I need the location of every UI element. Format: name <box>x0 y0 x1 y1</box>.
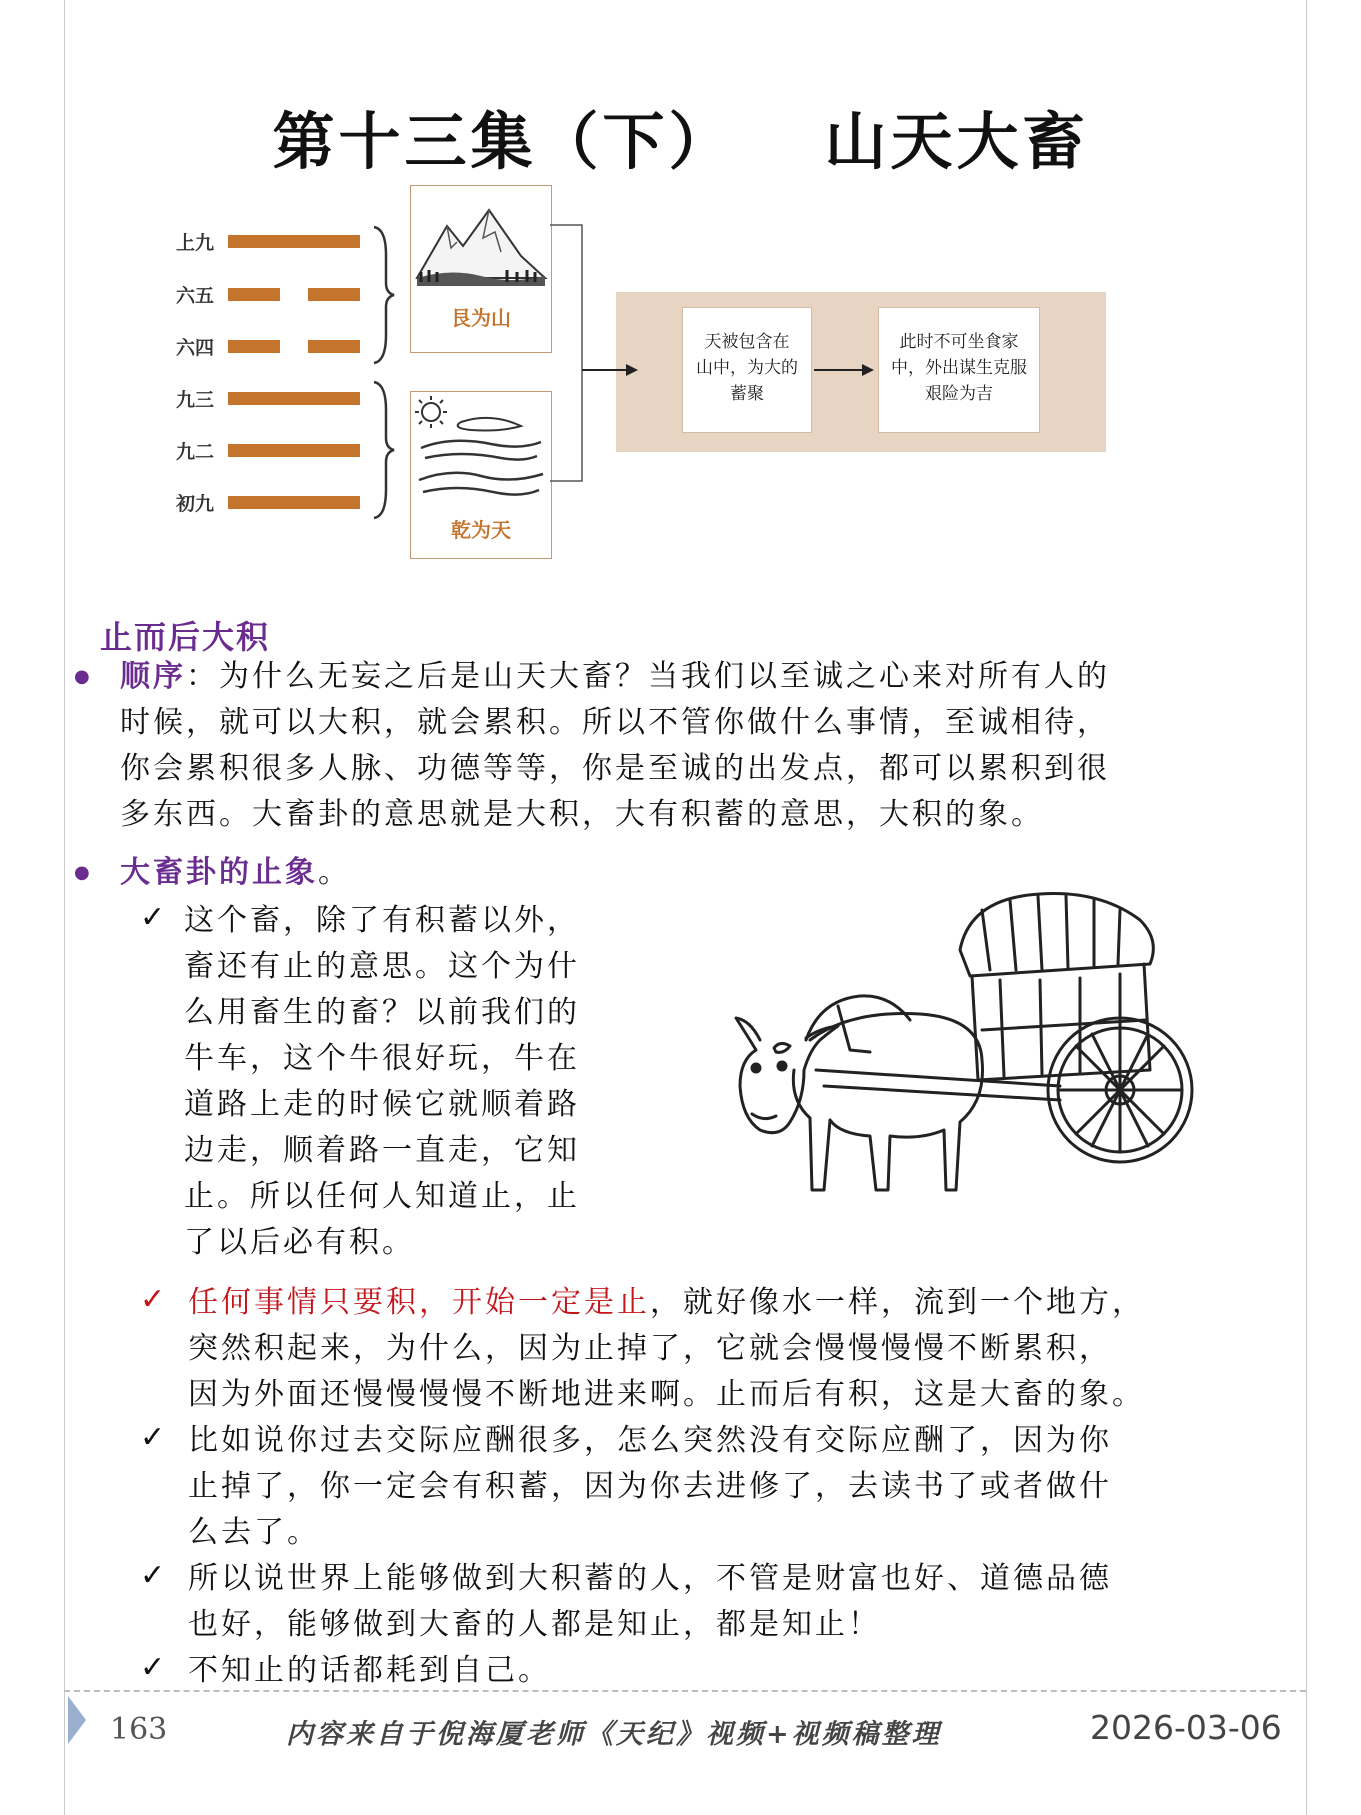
box2-text <box>879 308 1039 407</box>
stop-image-heading <box>120 850 351 896</box>
c4-line-2: 也好，能够做到大畜的人都是知止，都是知止！ <box>188 1607 881 1642</box>
c1-line-1: 这个畜，除了有积蓄以外， <box>184 903 580 938</box>
sequence-line-3: 你会累积很多人脉、功德等等，你是至诚的出发点，都可以累积到很 <box>120 751 1110 786</box>
lower-trigram-caption: 乾为天 <box>451 518 511 542</box>
box2-line-1: 此时不可坐食家 <box>899 332 1019 352</box>
c1-line-8: 了以后必有积。 <box>184 1225 415 1260</box>
ox-cart-illustration <box>720 890 1210 1260</box>
upper-trigram-caption: 艮为山 <box>451 306 511 330</box>
bullet-dot-2: ● <box>74 862 90 883</box>
yang-line-1 <box>228 235 360 248</box>
box2-line-2: 中，外出谋生克服 <box>891 358 1027 378</box>
page-title <box>0 92 1361 181</box>
c1-line-3: 么用畜生的畜？以前我们的 <box>184 995 580 1030</box>
box1-line-2: 山中，为大的 <box>696 358 798 378</box>
check-paragraph-5 <box>188 1648 1298 1694</box>
check-icon-3: ✓ <box>140 1420 166 1455</box>
yang-line-4 <box>228 392 360 405</box>
c1-line-4: 牛车，这个牛很好玩，牛在 <box>184 1041 580 1076</box>
c2-line-2: 突然积起来，为什么，因为止掉了，它就会慢慢慢慢不断累积， <box>188 1331 1112 1366</box>
c1-line-6: 边走，顺着路一直走，它知 <box>184 1133 580 1168</box>
yin-line-2b <box>308 288 360 301</box>
check-paragraph-2 <box>188 1280 1308 1418</box>
c3-line-3: 么去了。 <box>188 1515 320 1550</box>
line-label-3: 六四 <box>176 337 215 359</box>
sequence-line-1: ：为什么无妄之后是山天大畜？当我们以至诚之心来对所有人的 <box>186 659 1110 694</box>
line-label-4: 九三 <box>176 389 215 411</box>
yang-line-6 <box>228 496 360 509</box>
c1-line-7: 止。所以任何人知道止，止 <box>184 1179 580 1214</box>
c1-line-5: 道路上走的时候它就顺着路 <box>184 1087 580 1122</box>
c5-line-1: 不知止的话都耗到自己。 <box>188 1653 551 1688</box>
source-note: 内容来自于倪海厦老师《天纪》视频+视频稿整理 <box>286 1719 942 1750</box>
check-icon-2: ✓ <box>140 1282 166 1317</box>
hexagram-diagram <box>160 185 1120 560</box>
c4-line-1: 所以说世界上能够做到大积蓄的人，不管是财富也好、道德品德 <box>188 1561 1112 1596</box>
box1-text <box>683 308 811 407</box>
sequence-keyword: 顺序 <box>120 659 186 694</box>
footer-divider <box>64 1690 1306 1692</box>
check-icon-1: ✓ <box>140 900 166 935</box>
check-paragraph-4 <box>188 1556 1298 1648</box>
c3-line-1: 比如说你过去交际应酬很多，怎么突然没有交际应酬了，因为你 <box>188 1423 1112 1458</box>
box2-line-3: 艰险为吉 <box>925 384 993 404</box>
page-border-right <box>1306 0 1307 1815</box>
line-label-2: 六五 <box>176 285 215 307</box>
yin-line-2a <box>228 288 280 301</box>
box1-line-3: 蓄聚 <box>730 384 764 404</box>
sequence-line-4: 多东西。大畜卦的意思就是大积，大有积蓄的意思，大积的象。 <box>120 797 1044 832</box>
line-label-1: 上九 <box>176 232 215 254</box>
stop-image-keyword: 大畜卦的止象 <box>120 855 318 890</box>
mountain-icon <box>411 186 551 296</box>
page-number: 163 <box>110 1712 168 1747</box>
sequence-paragraph <box>120 654 1300 838</box>
section-heading: 止而后大积 <box>100 618 271 656</box>
yin-line-3b <box>308 340 360 353</box>
check-icon-5: ✓ <box>140 1650 166 1685</box>
arrow-icon-1 <box>580 360 640 380</box>
c2-highlight: 任何事情只要积，开始一定是止 <box>188 1285 650 1320</box>
c3-line-2: 止掉了，你一定会有积蓄，因为你去进修了，去读书了或者做什 <box>188 1469 1112 1504</box>
c2-line-3: 因为外面还慢慢慢慢不断地进来啊。止而后有积，这是大畜的象。 <box>188 1377 1145 1412</box>
heaven-image <box>410 391 552 559</box>
interpretation-box-2 <box>878 307 1040 433</box>
sequence-line-2: 时候，就可以大积，就会累积。所以不管你做什么事情，至诚相待， <box>120 705 1110 740</box>
check-icon-4: ✓ <box>140 1558 166 1593</box>
footer-date: 2026-03-06 <box>1090 1708 1282 1747</box>
page-border-left <box>64 0 65 1815</box>
interpretation-box-1 <box>682 307 812 433</box>
box1-line-1: 天被包含在 <box>704 332 790 352</box>
lower-brace-icon <box>370 380 396 520</box>
yang-line-5 <box>228 444 360 457</box>
yin-line-3a <box>228 340 280 353</box>
mountain-image <box>410 185 552 353</box>
c2-line-1: ，就好像水一样，流到一个地方， <box>650 1285 1145 1320</box>
sun-cloud-icon <box>411 392 551 512</box>
next-page-arrow-icon[interactable] <box>66 1692 88 1748</box>
line-label-5: 九二 <box>176 441 215 463</box>
check-paragraph-3 <box>188 1418 1298 1556</box>
bullet-dot-1: ● <box>74 666 90 687</box>
line-label-6: 初九 <box>176 493 215 515</box>
upper-brace-icon <box>370 225 396 365</box>
check-paragraph-1 <box>184 898 654 1266</box>
stop-image-tail: 。 <box>318 855 351 890</box>
c1-line-2: 畜还有止的意思。这个为什 <box>184 949 580 984</box>
arrow-icon-2 <box>812 360 878 380</box>
title-part2: 山天大畜 <box>824 105 1089 178</box>
title-part1: 第十三集（下） <box>272 105 735 178</box>
